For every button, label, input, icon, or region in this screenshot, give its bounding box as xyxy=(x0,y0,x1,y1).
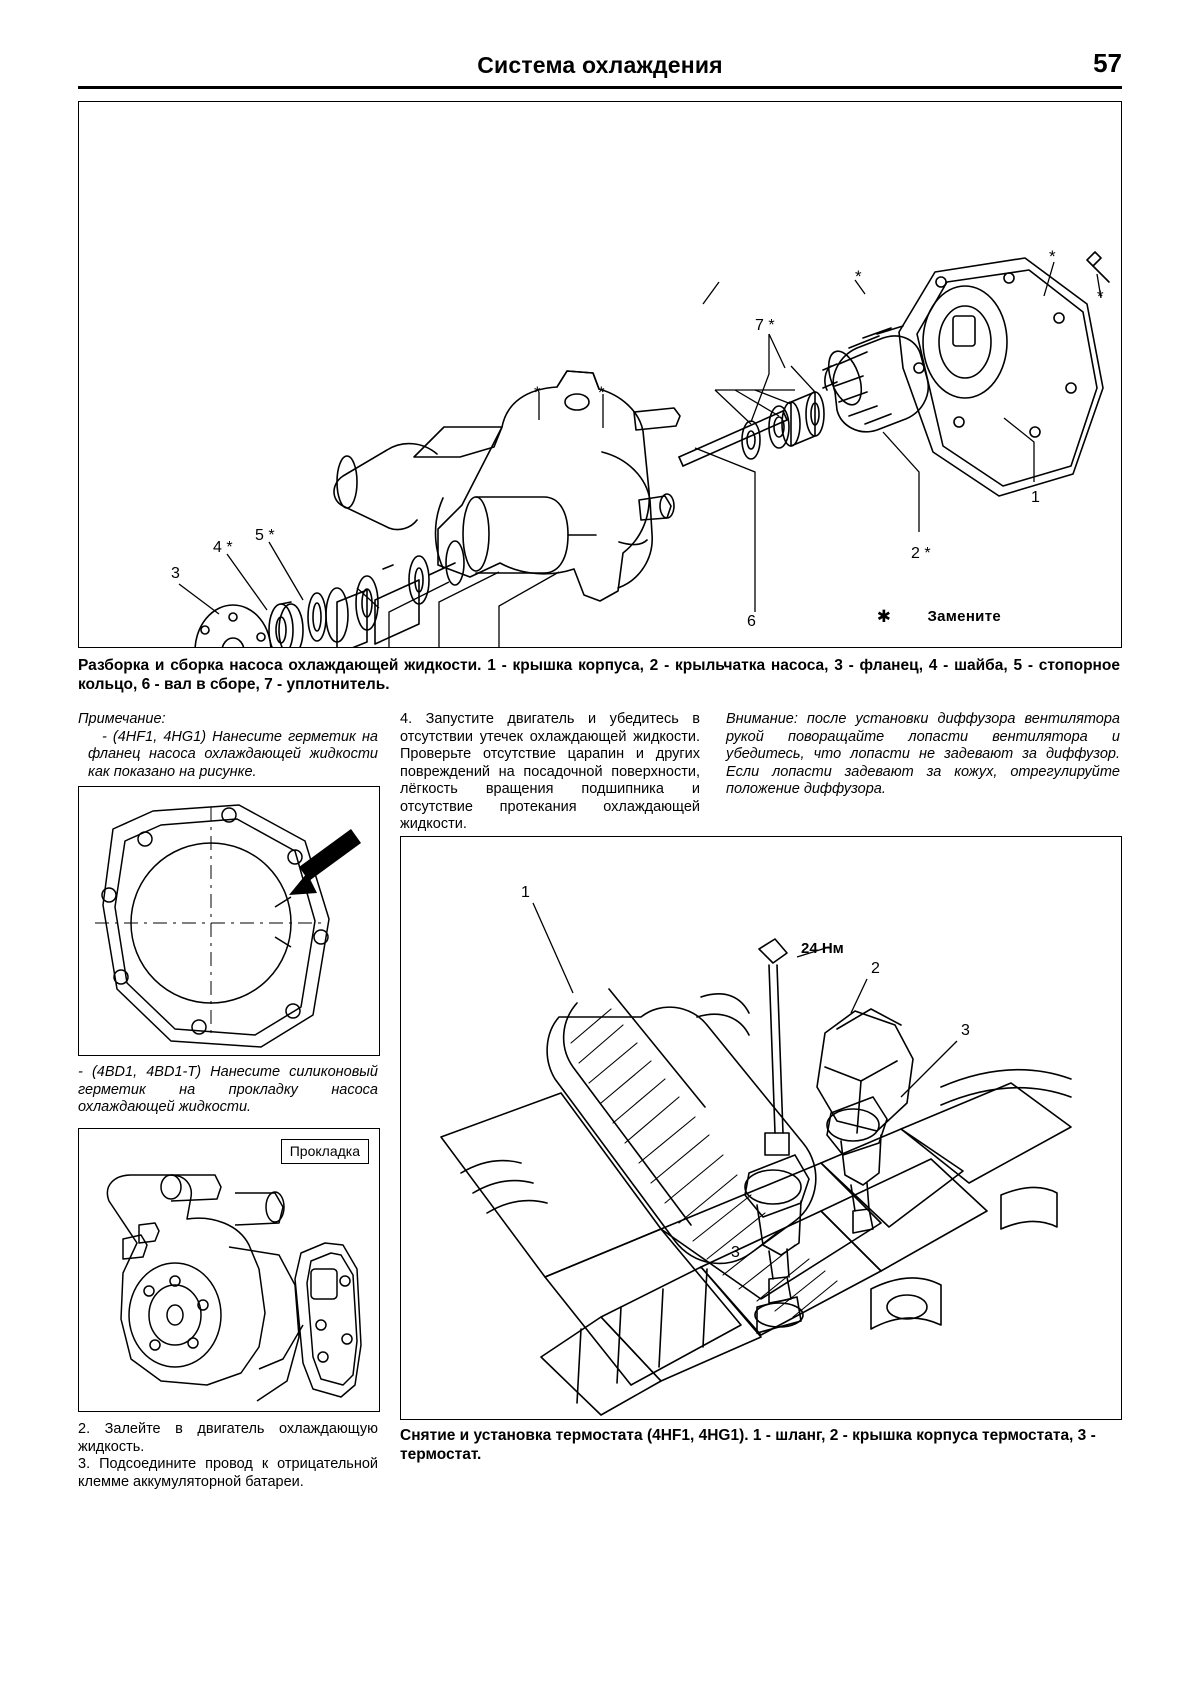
note-title: Примечание: xyxy=(78,711,166,727)
figure-water-pump-exploded xyxy=(78,101,1122,648)
gasket-label: Прокладка xyxy=(281,1139,369,1164)
page-header xyxy=(78,46,1122,90)
svg-text:24 Нм: 24 Нм xyxy=(801,940,844,957)
left-steps xyxy=(78,1421,378,1491)
svg-text:1: 1 xyxy=(521,884,530,901)
replace-asterisk-icon: ✱ xyxy=(876,607,891,626)
figure-main-caption: Разборка и сборка насоса охлаждающей жидкости. 1 - крышка корпуса, 2 - крыльчатка насоса, 3 - фланец, 4 - шайба, 5 - стопорное кольцо, 6 - вал в сборе, 7 - уплотнитель. xyxy=(78,657,1120,693)
svg-text:5 *: 5 * xyxy=(255,527,275,544)
note-2: - (4BD1, 4BD1-T) Нанесите силиконовый герметик на прокладку насоса охлаждающей жидкости. xyxy=(78,1064,378,1115)
column-middle xyxy=(400,711,700,834)
svg-text:*: * xyxy=(1097,287,1104,306)
svg-text:3: 3 xyxy=(171,565,180,582)
figure-thermostat xyxy=(400,836,1122,1420)
page-content xyxy=(78,46,1122,1606)
column-right xyxy=(726,711,1120,799)
figure-sealant-flange xyxy=(78,786,380,1056)
svg-text:2: 2 xyxy=(871,960,880,977)
column-left xyxy=(78,711,378,781)
page-number: 57 xyxy=(1093,48,1122,78)
step-3: 3. Подсоедините провод к отрицательной клемме аккумуляторной батареи. xyxy=(78,1456,378,1490)
step-2: 2. Залейте в двигатель охлаждающую жидкость. xyxy=(78,1421,378,1455)
note-body: - (4HF1, 4HG1) Нанесите герметик на фланец насоса охлаждающей жидкости как показано на рисунке. xyxy=(88,728,378,780)
svg-text:4 *: 4 * xyxy=(213,539,233,556)
svg-text:*: * xyxy=(855,267,862,286)
svg-text:3: 3 xyxy=(731,1244,740,1261)
header-rule xyxy=(78,86,1122,89)
warning-body: после установки диффузора вентилятора рукой поворащайте лопасти вентилятора и убедитесь, что лопасти не задевают за диффузор. Если лопасти задевают за кожух, отрегулируйте положение диффузора. xyxy=(726,711,1120,797)
figure-pump-gasket xyxy=(78,1128,380,1412)
step-4: 4. Запустите двигатель и убедитесь в отсутствии утечек охлаждающей жидкости. Проверьте отсутствие царапин и других повреждений на посадочной поверхности, лёгкость вращения подшипника и отсутствие протекания охлаждающей жидкости. xyxy=(400,711,700,832)
svg-text:6: 6 xyxy=(747,613,756,630)
replace-legend: Замените xyxy=(927,608,1001,625)
svg-text:*: * xyxy=(1049,247,1056,266)
svg-text:*: * xyxy=(534,383,541,402)
sealant-flange-diagram xyxy=(79,787,377,1053)
pump-gasket-diagram xyxy=(79,1129,377,1409)
warning-title: Внимание: xyxy=(726,711,798,727)
page-title: Система охлаждения xyxy=(477,52,723,78)
svg-text:3: 3 xyxy=(961,1022,970,1039)
thermostat-diagram xyxy=(401,837,1119,1417)
svg-text:*: * xyxy=(598,383,605,402)
water-pump-diagram xyxy=(79,102,1121,647)
svg-text:1: 1 xyxy=(1031,489,1040,506)
svg-text:7 *: 7 * xyxy=(755,317,775,334)
svg-text:2 *: 2 * xyxy=(911,545,931,562)
figure-thermostat-caption: Снятие и установка термостата (4HF1, 4HG1). 1 - шланг, 2 - крышка корпуса термостата, 3 - термостат. xyxy=(400,1427,1096,1463)
